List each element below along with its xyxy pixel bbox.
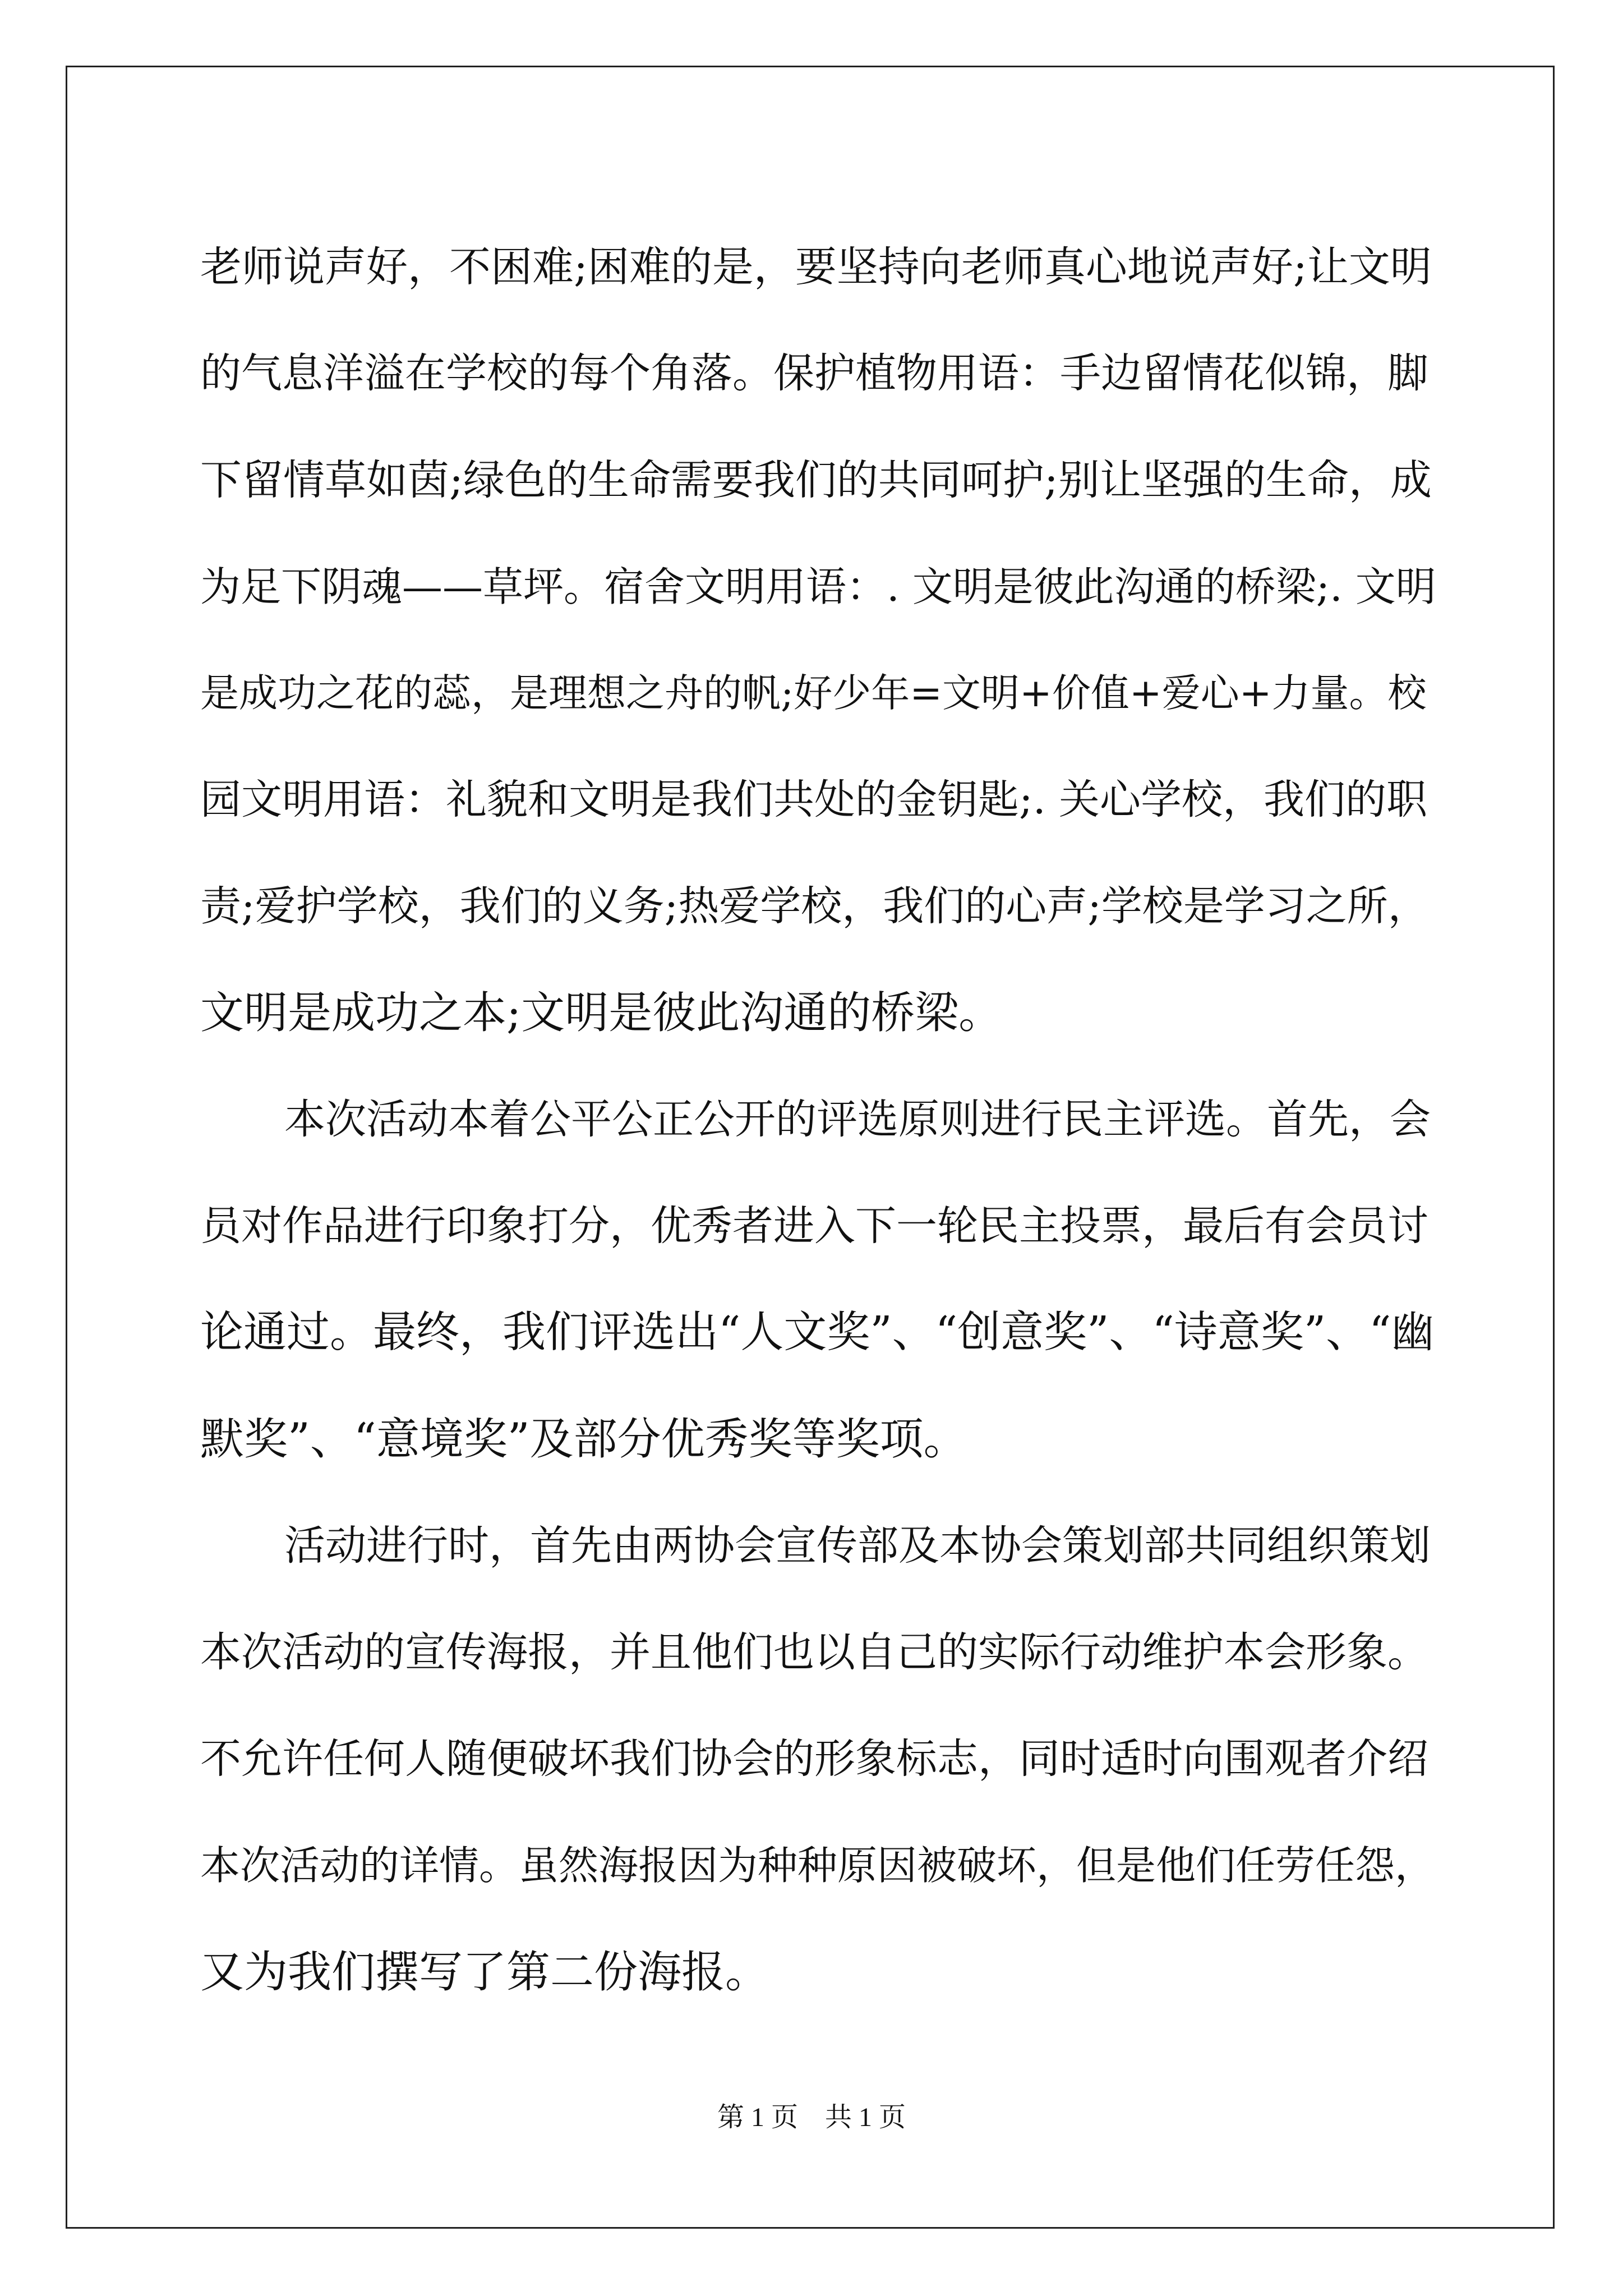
text-line: 员对作品进行印象打分，优秀者进入下一轮民主投票，最后有会员讨 [200,1202,1428,1250]
text-line: 又为我们撰写了第二份海报。 [200,1947,769,1998]
text-line: 文明是成功之本;文明是彼此沟通的桥梁。 [200,988,1003,1038]
text-line: 下留情草如茵;绿色的生命需要我们的共同呵护;别让坚强的生命，成 [200,456,1432,504]
text-line: 不允许任何人随便破坏我们协会的形象标志，同时适时向围观者介绍 [200,1735,1428,1783]
text-line: 是成功之花的蕊，是理想之舟的帆;好少年=文明+价值+爱心+力量。校 [200,671,1427,716]
page-number-footer: 第 1 页 共 1 页 [717,2102,906,2132]
text-line: 责;爱护学校，我们的义务;热爱学校，我们的心声;学校是学习之所， [200,882,1429,930]
text-line: 本次活动的详情。虽然海报因为种种原因被破坏，但是他们任劳任怨， [200,1842,1435,1889]
text-line: 园文明用语：礼貌和文明是我们共处的金钥匙;. 关心学校，我们的职 [200,776,1428,823]
text-line: 老师说声好，不困难;困难的是，要坚持向老师真心地说声好;让文明 [200,243,1432,291]
document-body [200,214,1437,2026]
text-line: 论通过。最终，我们评选出“人文奖”、“创意奖”、“诗意奖”、“幽 [200,1308,1435,1358]
paragraph-first-line: 活动进行时，首先由两协会宣传部及本协会策划部共同组织策划 [284,1522,1431,1570]
text-line: 默奖”、“意境奖”及部分优秀奖等奖项。 [200,1414,967,1465]
text-line: 的气息洋溢在学校的每个角落。保护植物用语：手边留情花似锦，脚 [200,349,1428,397]
paragraph-first-line: 本次活动本着公平公正公开的评选原则进行民主评选。首先，会 [284,1096,1431,1143]
text-line: 为足下阴魂——草坪。宿舍文明用语：. 文明是彼此沟通的桥梁;. 文明 [200,563,1436,610]
text-line: 本次活动的宣传海报，并且他们也以自己的实际行动维护本会形象。 [200,1628,1428,1676]
